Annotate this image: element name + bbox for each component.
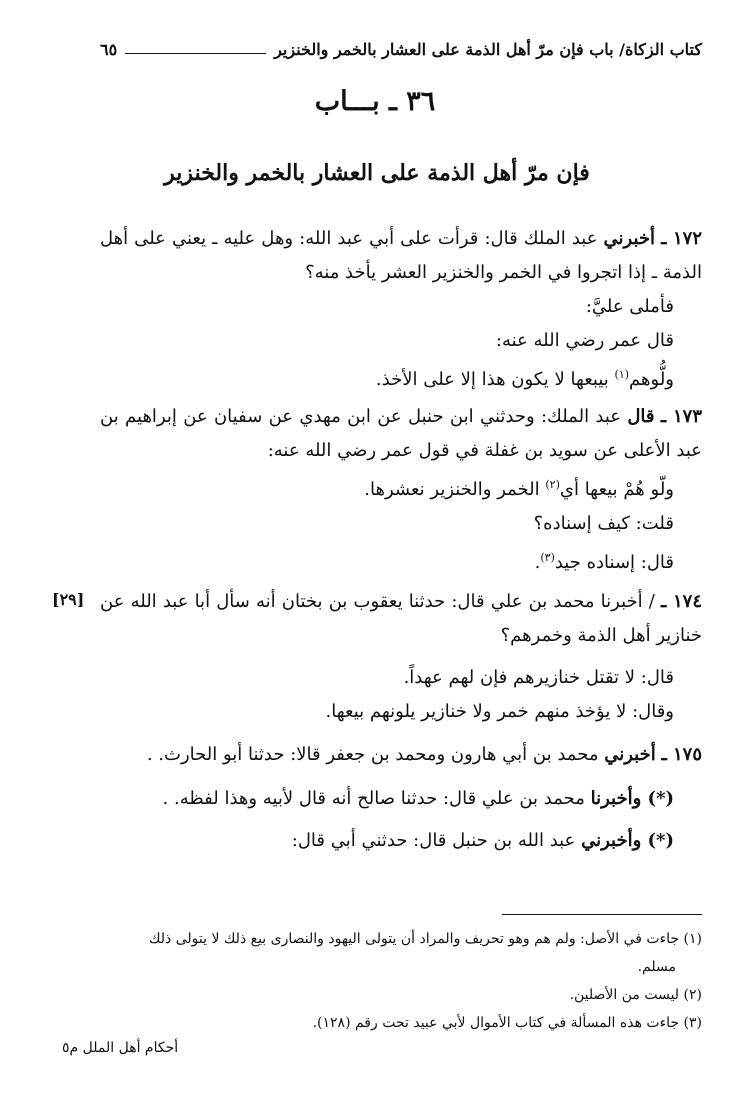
entry-number: ١٧٣ ـ	[660, 406, 702, 427]
text-span: محمد بن علي قال: حدثنا صالح أنه قال لأبيه وهذا لفظه. .	[162, 788, 591, 809]
entry-173-line-3: قلت: كيف إسناده؟	[533, 513, 674, 534]
footnote-ref: (١)	[614, 368, 630, 381]
footnote-ref: (٢)	[545, 478, 560, 491]
text-span: ولُّوهم	[629, 369, 674, 390]
footnote-3: (٣) جاءت هذه المسألة في كتاب الأموال لأبي عبيد تحت رقم (١٢٨).	[312, 1015, 702, 1031]
signature-mark: أحكام أهل الملل م٥	[62, 1040, 179, 1056]
entry-175	[100, 738, 702, 858]
entry-172-body	[100, 222, 702, 290]
text-span: (*) وأخبرنا	[590, 788, 674, 809]
entry-lead: أخبرني	[603, 228, 656, 249]
entry-number: ١٧٤ ـ	[661, 591, 702, 612]
entry-number: ١٧٥ ـ	[661, 744, 702, 765]
entry-173-line-2	[100, 468, 702, 507]
footnote-1: (١) جاءت في الأصل: ولم هم وهو تحريف والمراد أن يتولى اليهود والنصارى بيع ذلك لا يتولى ذلك	[148, 931, 702, 947]
footnote-1-cont: مسلم.	[637, 959, 676, 975]
entry-172-line-3: قال عمر رضي الله عنه:	[495, 330, 674, 351]
footnote-ref: (٣)	[540, 551, 555, 564]
entry-175-line-2	[100, 782, 702, 816]
entry-172	[100, 222, 702, 397]
entry-text: عبد الملك قال: قرأت على أبي عبد الله: وهل عليه ـ يعني على أهل الذمة ـ إذا اتجروا في الخمر والخنزير العشر يأخذ منه؟	[100, 228, 702, 283]
entry-number: ١٧٢ ـ	[661, 228, 702, 249]
running-header	[100, 36, 702, 62]
entry-173-line-4	[100, 541, 702, 580]
entry-text: / أخبرنا محمد بن علي قال: حدثنا يعقوب بن بختان أنه سأل أبا عبد الله عن خنازير أهل الذمة وخمرهم؟	[100, 591, 702, 646]
text-span: (*) وأخبرني	[581, 830, 674, 851]
text-span: الخمر والخنزير نعشرها.	[364, 479, 546, 500]
entry-174-body	[100, 585, 702, 653]
chapter-title: ٣٦ ـ بـــاب	[314, 86, 436, 117]
entry-text: عبد الملك: وحدثني ابن حنبل عن ابن مهدي عن سفيان عن إبراهيم بن عبد الأعلى عن سويد بن غفلة في قول عمر رضي الله عنه:	[100, 406, 702, 461]
entry-174-line-3: وقال: لا يؤخذ منهم خمر ولا خنازير يلونهم بيعها.	[325, 701, 674, 722]
running-title: كتاب الزكاة/ باب فإن مرّ أهل الذمة على العشار بالخمر والخنزير	[274, 39, 702, 59]
text-span: .	[534, 552, 541, 573]
text-span: قال: إسناده جيد	[554, 552, 674, 573]
text-span: عبد الله بن حنبل قال: حدثني أبي قال:	[291, 830, 582, 851]
entry-172-line-2: فأملى عليَّ:	[585, 296, 674, 317]
section-heading: فإن مرّ أهل الذمة على العشار بالخمر والخنزير	[164, 160, 590, 186]
entry-text: محمد بن أبي هارون ومحمد بن جعفر قالا: حدثنا أبو الحارث. .	[146, 744, 605, 765]
margin-folio-mark: [٢٩]	[52, 590, 85, 609]
footnote-2: (٢) ليست من الأصلين.	[569, 987, 702, 1003]
text-span: ولّو هُمْ بيعها أي	[559, 479, 674, 500]
entry-lead: أخبرني	[604, 744, 656, 765]
entry-174-line-2: قال: لا تقتل خنازيرهم فإن لهم عهداً.	[403, 667, 674, 688]
page-number: ٦٥	[100, 39, 118, 59]
entry-lead: قال	[627, 406, 655, 427]
entry-173-body	[100, 400, 702, 468]
footnotes	[100, 925, 702, 1037]
footnote-divider	[502, 914, 702, 915]
header-rule	[125, 53, 266, 54]
entry-172-line-4	[100, 358, 702, 397]
entry-174	[100, 585, 702, 729]
text-span: بيبعها لا يكون هذا إلا على الأخذ.	[375, 369, 615, 390]
entry-175-line-3	[100, 824, 702, 858]
entry-173	[100, 400, 702, 580]
entry-175-body	[100, 738, 702, 772]
